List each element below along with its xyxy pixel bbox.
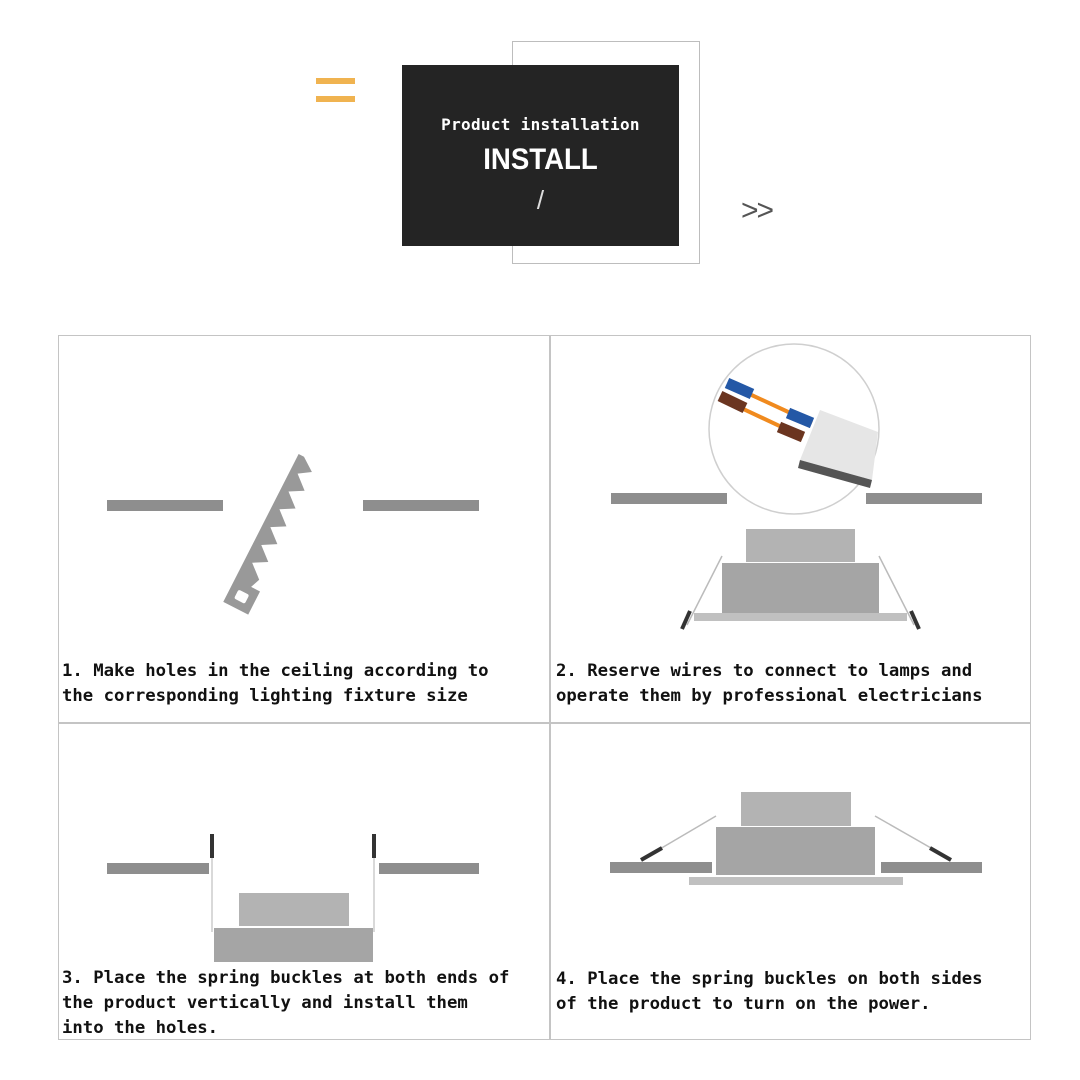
step2-fixture-body	[722, 563, 879, 613]
step1-ceiling-right	[363, 500, 479, 511]
step2-fixture-rim	[694, 613, 907, 621]
step2-illustration	[611, 344, 982, 629]
step2-ceiling-left	[611, 493, 727, 504]
step4-illustration	[610, 792, 982, 885]
spring-clip-left	[641, 848, 662, 860]
saw-icon	[223, 454, 323, 615]
step4-ceiling-right	[881, 862, 982, 873]
step4-fixture-rim	[689, 877, 903, 885]
step3-illustration	[107, 834, 479, 962]
step2-caption	[556, 659, 983, 709]
step4-caption-line2: of the product to turn on the power.	[556, 994, 931, 1014]
step3-ceiling-left	[107, 863, 209, 874]
step3-ceiling-right	[379, 863, 479, 874]
title-subtitle: Product installation	[441, 115, 640, 134]
title-install: INSTALL	[483, 143, 598, 176]
step4-ceiling-left	[610, 862, 712, 873]
title-slash: /	[536, 185, 545, 215]
step3-caption-line3: into the holes.	[62, 1018, 219, 1038]
double-arrow-icon: >>	[741, 194, 773, 227]
step3-fixture-body	[214, 928, 373, 962]
step4-fixture-top	[741, 792, 851, 826]
step2-caption-line2: operate them by professional electricians	[556, 686, 983, 706]
step1-caption-line2: the corresponding lighting fixture size	[62, 686, 468, 706]
step4-caption	[556, 967, 983, 1017]
step3-caption	[62, 966, 509, 1041]
step1-ceiling-left	[107, 500, 223, 511]
step3-caption-line1: 3. Place the spring buckles at both ends of	[62, 968, 510, 988]
step4-caption-line1: 4. Place the spring buckles on both sides	[556, 969, 983, 989]
step2-fixture-top	[746, 529, 855, 562]
step3-caption-line2: the product vertically and install them	[62, 993, 468, 1013]
step2-caption-line1: 2. Reserve wires to connect to lamps and	[556, 661, 973, 681]
step1-caption	[62, 659, 489, 709]
step4-fixture-body	[716, 827, 875, 875]
step1-illustration	[107, 454, 479, 615]
spring-clip-right	[930, 848, 951, 860]
step2-ceiling-right	[866, 493, 982, 504]
step3-fixture-top	[239, 893, 349, 926]
step1-caption-line1: 1. Make holes in the ceiling according to	[62, 661, 489, 681]
